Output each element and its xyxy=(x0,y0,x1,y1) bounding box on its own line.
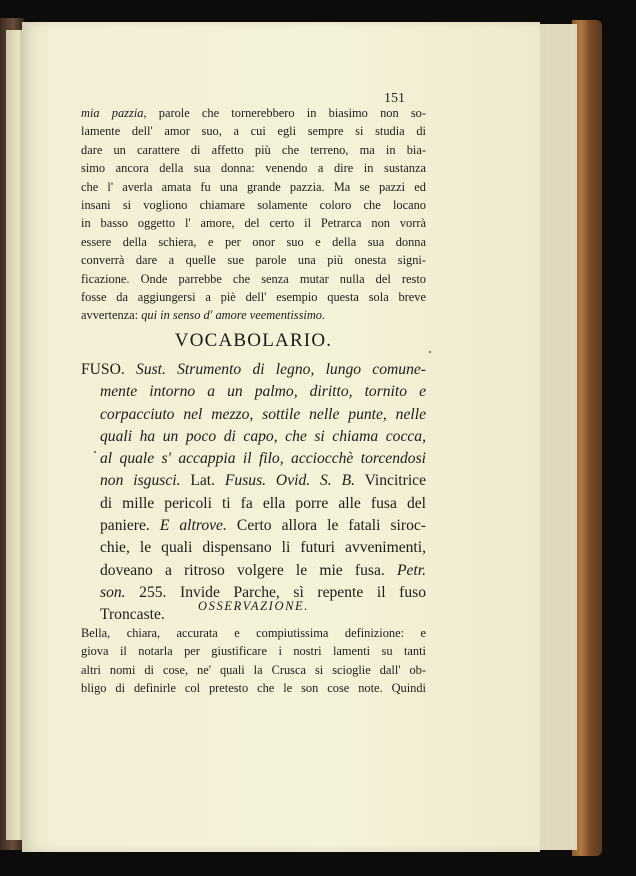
text-line: fosse da aggiungersi a piè dell' esempio questa sola breve xyxy=(81,290,426,305)
text-line: che l' averla amata fu una grande pazzia. Ma se pazzi ed xyxy=(81,179,426,194)
text-line: insani si vogliono chiamare solamente coloro che locano xyxy=(81,198,426,213)
entry-line: mente intorno a un palmo, diritto, tornito e xyxy=(100,383,426,401)
text-line: giova il notarla per giustificare i nostri lamenti su tanti xyxy=(81,644,426,659)
page-stack-edges xyxy=(538,24,577,850)
text-line: mia pazzia, parole che tornerebbero in biasimo non so- xyxy=(81,106,426,120)
text-line: Bella, chiara, accurata e compiutissima definizione: e xyxy=(81,626,426,640)
ink-speck xyxy=(94,451,96,453)
section-heading: VOCABOLARIO. xyxy=(174,330,333,351)
text-line: in basso oggetto l' amore, del certo il Petrarca non vorrà xyxy=(81,216,426,231)
paragraph-intro xyxy=(81,104,426,325)
entry-line: doveano a ritroso volgere le mie fusa. Petr. xyxy=(100,561,426,579)
text-line: lamente dell' amor suo, a cui egli sempre si studia di xyxy=(81,124,426,139)
entry-line: son. 255. Invide Parche, sì repente il fuso xyxy=(100,583,426,601)
text-line: altri nomi di cose, ne' quali la Crusca si scioglie dall' ob- xyxy=(81,662,426,677)
text-line: simo ancora della sua donna: venendo a dire in sustanza xyxy=(81,161,426,176)
entry-line: FUSO. Sust. Strumento di legno, lungo comune- xyxy=(81,361,426,378)
text-line: essere della schiera, e per onor suo e della sua donna xyxy=(81,234,426,249)
entry-line: quali ha un poco di capo, che si chiama cocca, xyxy=(100,427,426,445)
entry-line: di mille pericoli ti fa ella porre alle fusa del xyxy=(100,494,426,512)
ink-speck xyxy=(429,351,431,353)
headword: FUSO. xyxy=(81,361,125,378)
entry-line: corpacciuto nel mezzo, sottile nelle punte, nelle xyxy=(100,405,426,423)
entry-line: chie, le quali dispensano li futuri avvenimenti, xyxy=(100,539,426,557)
text-line: dare un carattere di affetto più che terreno, ma in bia- xyxy=(81,142,426,157)
entry-line: non isgusci. Lat. Fusus. Ovid. S. B. Vincitrice xyxy=(100,472,426,490)
text-line: avvertenza: qui in senso d' amore veementissimo. xyxy=(81,308,326,323)
page-number: 151 xyxy=(384,91,405,106)
entry-line: paniere. E altrove. Certo allora le fatali siroc- xyxy=(100,517,426,535)
entry-line: Troncaste. xyxy=(100,606,165,624)
text-line: bligo di definirle col pretesto che le son cose note. Quindi xyxy=(81,681,426,696)
dictionary-entry xyxy=(81,359,426,627)
text-line: converrà dare a quelle sue parole una più onesta signi- xyxy=(81,253,426,268)
paragraph-observation xyxy=(81,624,426,698)
subsection-heading: OSSERVAZIONE. xyxy=(198,599,309,613)
entry-line: al quale s' accappia il filo, acciocchè torcendosi xyxy=(100,450,426,468)
text-line: ficazione. Onde parrebbe che senza mutar nulla del resto xyxy=(81,271,426,286)
